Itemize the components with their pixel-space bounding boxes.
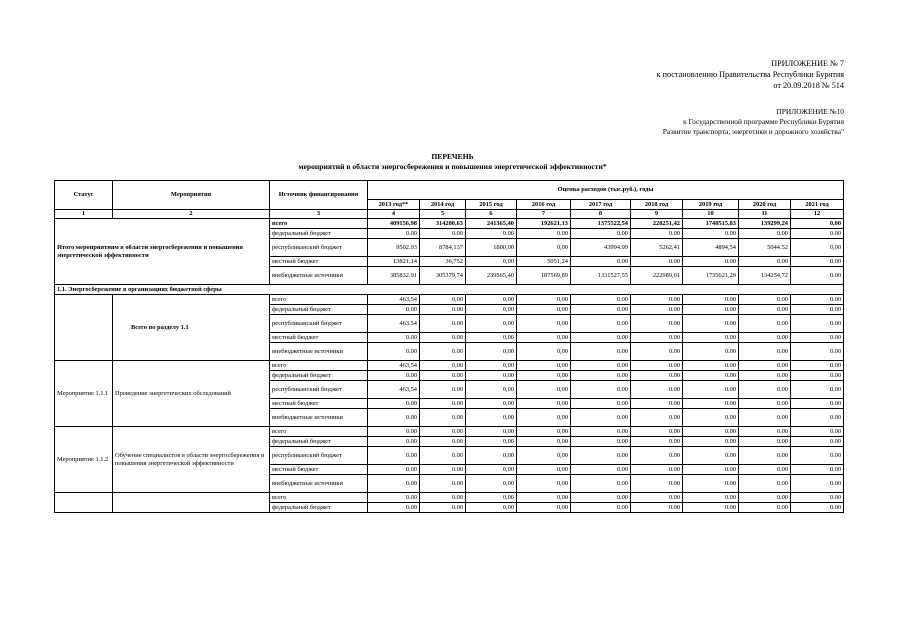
value-cell: 0.00 xyxy=(791,371,844,381)
year-header: 2017 год xyxy=(571,200,631,210)
value-cell: 0,00 xyxy=(420,295,466,305)
value-cell: 0,00 xyxy=(517,305,571,315)
source-cell: местный бюджет xyxy=(270,465,368,475)
value-cell: 0.00 xyxy=(631,399,683,409)
value-cell: 0.00 xyxy=(571,257,631,267)
appendix-10-line: Развитие транспорта, энергетики и дорожного хозяйства" xyxy=(662,127,844,136)
section-row xyxy=(55,285,844,295)
value-cell: 0,00 xyxy=(517,371,571,381)
value-cell: 0.00 xyxy=(791,257,844,267)
value-cell: 0.00 xyxy=(683,343,739,361)
value-cell: 0,00 xyxy=(466,493,517,503)
value-cell: 222989,01 xyxy=(631,267,683,285)
value-cell: 0.00 xyxy=(631,427,683,437)
value-cell: 187569,89 xyxy=(517,267,571,285)
value-cell: 0.00 xyxy=(683,409,739,427)
appendix-7-line: к постановлению Правительства Республики Бурятия xyxy=(656,70,844,79)
value-cell: 314200,63 xyxy=(420,219,466,229)
value-cell: 0.00 xyxy=(631,465,683,475)
value-cell: 409156,98 xyxy=(368,219,420,229)
value-cell: 0,00 xyxy=(791,239,844,257)
value-cell: 0.00 xyxy=(683,295,739,305)
value-cell: 0,00 xyxy=(517,493,571,503)
value-cell: 0.00 xyxy=(791,447,844,465)
value-cell: 0.00 xyxy=(368,399,420,409)
table-row xyxy=(55,361,844,371)
value-cell: 0.00 xyxy=(791,333,844,343)
value-cell: 0.00 xyxy=(739,465,791,475)
source-cell: всего xyxy=(270,361,368,371)
value-cell: 0.00 xyxy=(368,493,420,503)
source-cell: внебюджетные источники xyxy=(270,343,368,361)
value-cell: 0,00 xyxy=(466,465,517,475)
year-header: 2021 год xyxy=(791,200,844,210)
value-cell: 0.00 xyxy=(683,381,739,399)
value-cell: 0,00 xyxy=(466,475,517,493)
value-cell: 0.00 xyxy=(368,465,420,475)
value-cell: 0.00 xyxy=(791,343,844,361)
source-cell: всего xyxy=(270,295,368,305)
value-cell: 0.00 xyxy=(791,399,844,409)
value-cell: 0.00 xyxy=(368,475,420,493)
value-cell: 0,00 xyxy=(517,333,571,343)
value-cell: 0,00 xyxy=(466,427,517,437)
value-cell: 0.00 xyxy=(739,305,791,315)
appendix-10-header xyxy=(663,107,844,137)
value-cell: 0.00 xyxy=(571,437,631,447)
column-number: 9 xyxy=(631,210,683,219)
value-cell: 0.00 xyxy=(420,305,466,315)
value-cell: 0.00 xyxy=(683,447,739,465)
value-cell: 0.00 xyxy=(631,409,683,427)
value-cell: 43994.99 xyxy=(571,239,631,257)
value-cell: 0.00 xyxy=(517,229,571,239)
section-title: 1.1. Энергосбережение в организациях бюджетной сферы xyxy=(55,285,844,295)
value-cell: 139299,24 xyxy=(739,219,791,229)
value-cell: 0.00 xyxy=(739,315,791,333)
value-cell: 0.00 xyxy=(739,427,791,437)
value-cell: 0.00 xyxy=(739,437,791,447)
value-cell: 0.00 xyxy=(683,315,739,333)
value-cell: 0,00 xyxy=(517,343,571,361)
value-cell: 0,00 xyxy=(466,305,517,315)
value-cell: 0,00 xyxy=(517,409,571,427)
value-cell: 1800,00 xyxy=(466,239,517,257)
source-column-header: Источник финансирования xyxy=(270,181,368,210)
value-cell: 0.00 xyxy=(683,361,739,371)
column-number: 8 xyxy=(571,210,631,219)
value-cell: 0.00 xyxy=(631,493,683,503)
value-cell: 0.00 xyxy=(631,447,683,465)
value-cell: 239565,40 xyxy=(466,267,517,285)
value-cell: 0.00 xyxy=(791,229,844,239)
value-cell: 0,00 xyxy=(517,447,571,465)
value-cell: 1375522,54 xyxy=(571,219,631,229)
value-cell: 0,00 xyxy=(517,427,571,437)
value-cell: 0,00 xyxy=(466,361,517,371)
source-cell: местный бюджет xyxy=(270,399,368,409)
value-cell: 0.00 xyxy=(631,381,683,399)
source-cell: федеральный бюджет xyxy=(270,437,368,447)
value-cell: 0.00 xyxy=(631,315,683,333)
value-cell: 0.00 xyxy=(571,503,631,513)
table-row xyxy=(55,427,844,437)
value-cell: 0.00 xyxy=(631,371,683,381)
value-cell: 228251,42 xyxy=(631,219,683,229)
value-cell: 0.00 xyxy=(739,229,791,239)
value-cell: 0.00 xyxy=(571,295,631,305)
value-cell: 0.00 xyxy=(739,257,791,267)
value-cell: 0.00 xyxy=(420,503,466,513)
value-cell: 8784,137 xyxy=(420,239,466,257)
source-cell: федеральный бюджет xyxy=(270,503,368,513)
value-cell: 0.00 xyxy=(791,409,844,427)
table-header xyxy=(55,181,844,219)
value-cell: 0.00 xyxy=(631,333,683,343)
value-cell: 0.00 xyxy=(420,333,466,343)
value-cell: 0.00 xyxy=(739,447,791,465)
source-cell: республиканский бюджет xyxy=(270,239,368,257)
year-header: 2015 год xyxy=(466,200,517,210)
year-header: 2018 год xyxy=(631,200,683,210)
value-cell: 0.00 xyxy=(791,437,844,447)
status-cell xyxy=(55,493,113,513)
value-cell: 0.00 xyxy=(368,409,420,427)
value-cell: 0.00 xyxy=(683,229,739,239)
value-cell: 0,00 xyxy=(517,361,571,371)
value-cell: 0,00 xyxy=(466,381,517,399)
value-cell: 0.00 xyxy=(571,493,631,503)
value-cell: 0.00 xyxy=(420,409,466,427)
value-cell: 0,00 xyxy=(517,239,571,257)
table-row xyxy=(55,295,844,305)
value-cell: 0.00 xyxy=(571,409,631,427)
column-number: 4 xyxy=(368,210,420,219)
value-cell: 0.00 xyxy=(368,503,420,513)
value-cell: 0.00 xyxy=(739,493,791,503)
column-number: 10 xyxy=(683,210,739,219)
event-cell: Обучение специалистов в области энергосбережения и повышения энергетической эффективности xyxy=(113,427,270,493)
event-column-header: Мероприятия xyxy=(113,181,270,210)
value-cell: 0.00 xyxy=(420,343,466,361)
value-cell: 0.00 xyxy=(571,475,631,493)
year-header: 2016 год xyxy=(517,200,571,210)
value-cell: 463,54 xyxy=(368,295,420,305)
cost-column-header: Оценка расходов (тыс.руб.), годы xyxy=(368,181,844,200)
value-cell: 0.00 xyxy=(683,305,739,315)
appendix-7-line: ПРИЛОЖЕНИЕ № 7 xyxy=(771,59,844,68)
column-number: 6 xyxy=(466,210,517,219)
document-title: ПЕРЕЧЕНЬ xyxy=(431,152,474,161)
value-cell: 0,00 xyxy=(466,257,517,267)
value-cell: 0.00 xyxy=(571,427,631,437)
value-cell: 0,00 xyxy=(517,437,571,447)
value-cell: 0.00 xyxy=(739,371,791,381)
value-cell: 5044.52 xyxy=(739,239,791,257)
value-cell: 0.00 xyxy=(791,465,844,475)
column-number: 11 xyxy=(739,210,791,219)
status-cell: Мероприятие 1.1.1 xyxy=(55,361,113,427)
column-number-row xyxy=(55,210,844,219)
value-cell: 0.00 xyxy=(420,427,466,437)
value-cell: 134254,72 xyxy=(739,267,791,285)
value-cell: 0.00 xyxy=(739,361,791,371)
value-cell: 0.00 xyxy=(420,447,466,465)
appendix-7-header xyxy=(657,58,844,91)
value-cell: 0.00 xyxy=(420,437,466,447)
value-cell: 0.00 xyxy=(791,381,844,399)
column-number: 3 xyxy=(270,210,368,219)
value-cell: 0.00 xyxy=(631,305,683,315)
document-subtitle: мероприятий в области энергосбережения и повышения энергетической эффективности* xyxy=(298,162,607,171)
value-cell: 0,00 xyxy=(791,219,844,229)
source-cell: федеральный бюджет xyxy=(270,371,368,381)
table-row xyxy=(55,493,844,503)
value-cell: 0.00 xyxy=(739,409,791,427)
status-cell: Мероприятие 1.1.2 xyxy=(55,427,113,493)
source-cell: федеральный бюджет xyxy=(270,305,368,315)
value-cell: 0.00 xyxy=(631,475,683,493)
value-cell: 0.00 xyxy=(631,229,683,239)
value-cell: 0.00 xyxy=(571,371,631,381)
source-cell: местный бюджет xyxy=(270,257,368,267)
value-cell: 0.00 xyxy=(739,343,791,361)
value-cell: 0.00 xyxy=(368,229,420,239)
appendix-10-line: к Государственной программе Республики Бурятия xyxy=(683,117,844,126)
value-cell: 0.00 xyxy=(791,475,844,493)
source-cell: внебюджетные источники xyxy=(270,267,368,285)
total-label: Итого мероприятиям в области энергосбережения и повышения энергетической эффективности xyxy=(55,219,270,285)
value-cell: 0,00 xyxy=(517,315,571,333)
value-cell: 463,54 xyxy=(368,361,420,371)
value-cell: 0.00 xyxy=(791,427,844,437)
value-cell: 0.00 xyxy=(683,257,739,267)
appendix-7-line: от 20.09.2018 № 514 xyxy=(773,81,844,90)
value-cell: 0.00 xyxy=(683,371,739,381)
status-cell xyxy=(55,295,113,361)
value-cell: 5051,24 xyxy=(517,257,571,267)
value-cell: 0.00 xyxy=(368,437,420,447)
value-cell: 0.00 xyxy=(791,361,844,371)
value-cell: 4894,54 xyxy=(683,239,739,257)
value-cell: 0.00 xyxy=(631,295,683,305)
value-cell: 0,00 xyxy=(517,399,571,409)
value-cell: 0.00 xyxy=(791,267,844,285)
value-cell: 0.00 xyxy=(571,399,631,409)
value-cell: 0.00 xyxy=(571,305,631,315)
value-cell: 0.00 xyxy=(368,447,420,465)
value-cell: 0.00 xyxy=(571,465,631,475)
value-cell: 0.00 xyxy=(631,361,683,371)
value-cell: 0,00 xyxy=(466,333,517,343)
value-cell: 0.00 xyxy=(571,381,631,399)
source-cell: всего xyxy=(270,427,368,437)
value-cell: 0.00 xyxy=(683,427,739,437)
value-cell: 0,00 xyxy=(466,503,517,513)
source-cell: местный бюджет xyxy=(270,333,368,343)
value-cell: 1740515,83 xyxy=(683,219,739,229)
value-cell: 0,00 xyxy=(517,465,571,475)
value-cell: 192621,13 xyxy=(517,219,571,229)
value-cell: 0.00 xyxy=(368,427,420,437)
year-header: 2020 год xyxy=(739,200,791,210)
value-cell: 0.00 xyxy=(683,465,739,475)
value-cell: 0.00 xyxy=(420,399,466,409)
value-cell: 0.00 xyxy=(631,437,683,447)
value-cell: 0.00 xyxy=(420,493,466,503)
value-cell: 0.00 xyxy=(791,503,844,513)
value-cell: 0.00 xyxy=(791,295,844,305)
column-number: 5 xyxy=(420,210,466,219)
value-cell: 241365,40 xyxy=(466,219,517,229)
table-row xyxy=(55,219,844,229)
appendix-10-line: ПРИЛОЖЕНИЕ №10 xyxy=(776,107,844,116)
value-cell: 0.00 xyxy=(571,447,631,465)
value-cell: 0.00 xyxy=(683,437,739,447)
value-cell: 0.00 xyxy=(420,371,466,381)
column-number: 1 xyxy=(55,210,113,219)
value-cell: 0,00 xyxy=(466,399,517,409)
value-cell: 36,752 xyxy=(420,257,466,267)
value-cell: 305379,74 xyxy=(420,267,466,285)
year-header: 2014 год xyxy=(420,200,466,210)
value-cell: 463,54 xyxy=(368,381,420,399)
value-cell: 0.00 xyxy=(420,381,466,399)
value-cell: 0.00 xyxy=(368,343,420,361)
source-cell: республиканский бюджет xyxy=(270,315,368,333)
value-cell: 0.00 xyxy=(683,493,739,503)
value-cell: 0.00 xyxy=(631,343,683,361)
value-cell: 0,00 xyxy=(420,361,466,371)
year-header: 2019 год xyxy=(683,200,739,210)
value-cell: 0,00 xyxy=(517,295,571,305)
value-cell: 0.00 xyxy=(631,257,683,267)
source-cell: федеральный бюджет xyxy=(270,229,368,239)
value-cell: 0.00 xyxy=(571,333,631,343)
value-cell: 1735621,29 xyxy=(683,267,739,285)
value-cell: 0.00 xyxy=(466,229,517,239)
value-cell: 0.00 xyxy=(420,475,466,493)
value-cell: 0.00 xyxy=(420,229,466,239)
value-cell: 0.00 xyxy=(571,315,631,333)
value-cell: 0.00 xyxy=(631,503,683,513)
status-column-header: Статус xyxy=(55,181,113,210)
value-cell: 0,00 xyxy=(517,475,571,493)
measures-table xyxy=(54,180,844,513)
value-cell: 0.00 xyxy=(571,343,631,361)
value-cell: 0.00 xyxy=(739,381,791,399)
value-cell: 0.00 xyxy=(739,503,791,513)
event-cell: Проведение энергетических обследований xyxy=(113,361,270,427)
value-cell: 0,00 xyxy=(466,343,517,361)
value-cell: 0,00 xyxy=(466,371,517,381)
value-cell: 0.00 xyxy=(739,295,791,305)
event-cell xyxy=(113,493,270,513)
value-cell: 0.00 xyxy=(739,475,791,493)
source-cell: всего xyxy=(270,493,368,503)
value-cell: 385832.91 xyxy=(368,267,420,285)
value-cell: 0,00 xyxy=(517,381,571,399)
value-cell: 0.00 xyxy=(420,315,466,333)
value-cell: 0.00 xyxy=(571,361,631,371)
column-number: 12 xyxy=(791,210,844,219)
value-cell: 0.00 xyxy=(683,475,739,493)
value-cell: 0.00 xyxy=(683,399,739,409)
value-cell: 0,00 xyxy=(466,295,517,305)
value-cell: 0,00 xyxy=(466,437,517,447)
value-cell: 0.00 xyxy=(683,503,739,513)
value-cell: 0,00 xyxy=(517,503,571,513)
value-cell: 0.00 xyxy=(683,333,739,343)
value-cell: 0,00 xyxy=(466,447,517,465)
value-cell: 0.00 xyxy=(368,333,420,343)
column-number: 2 xyxy=(113,210,270,219)
value-cell: 5262,41 xyxy=(631,239,683,257)
event-cell: Всего по разделу 1.1 xyxy=(113,295,270,361)
value-cell: 463.54 xyxy=(368,315,420,333)
column-number: 7 xyxy=(517,210,571,219)
value-cell: 0.00 xyxy=(739,399,791,409)
year-header: 2013 год** xyxy=(368,200,420,210)
value-cell: 0.00 xyxy=(739,333,791,343)
value-cell: 0.00 xyxy=(368,305,420,315)
value-cell: 13821.14 xyxy=(368,257,420,267)
value-cell: 0.00 xyxy=(368,371,420,381)
source-cell: республиканский бюджет xyxy=(270,447,368,465)
table-body xyxy=(55,219,844,513)
value-cell: 0.00 xyxy=(791,315,844,333)
value-cell: 0,00 xyxy=(466,409,517,427)
source-cell: республиканский бюджет xyxy=(270,381,368,399)
value-cell: 9502.93 xyxy=(368,239,420,257)
value-cell: 1331527,55 xyxy=(571,267,631,285)
value-cell: 0,00 xyxy=(466,315,517,333)
value-cell: 0.00 xyxy=(420,465,466,475)
value-cell: 0.00 xyxy=(571,229,631,239)
value-cell: 0.00 xyxy=(791,493,844,503)
source-cell: внебюджетные источники xyxy=(270,409,368,427)
value-cell: 0.00 xyxy=(791,305,844,315)
source-cell: всего xyxy=(270,219,368,229)
source-cell: внебюджетные источники xyxy=(270,475,368,493)
